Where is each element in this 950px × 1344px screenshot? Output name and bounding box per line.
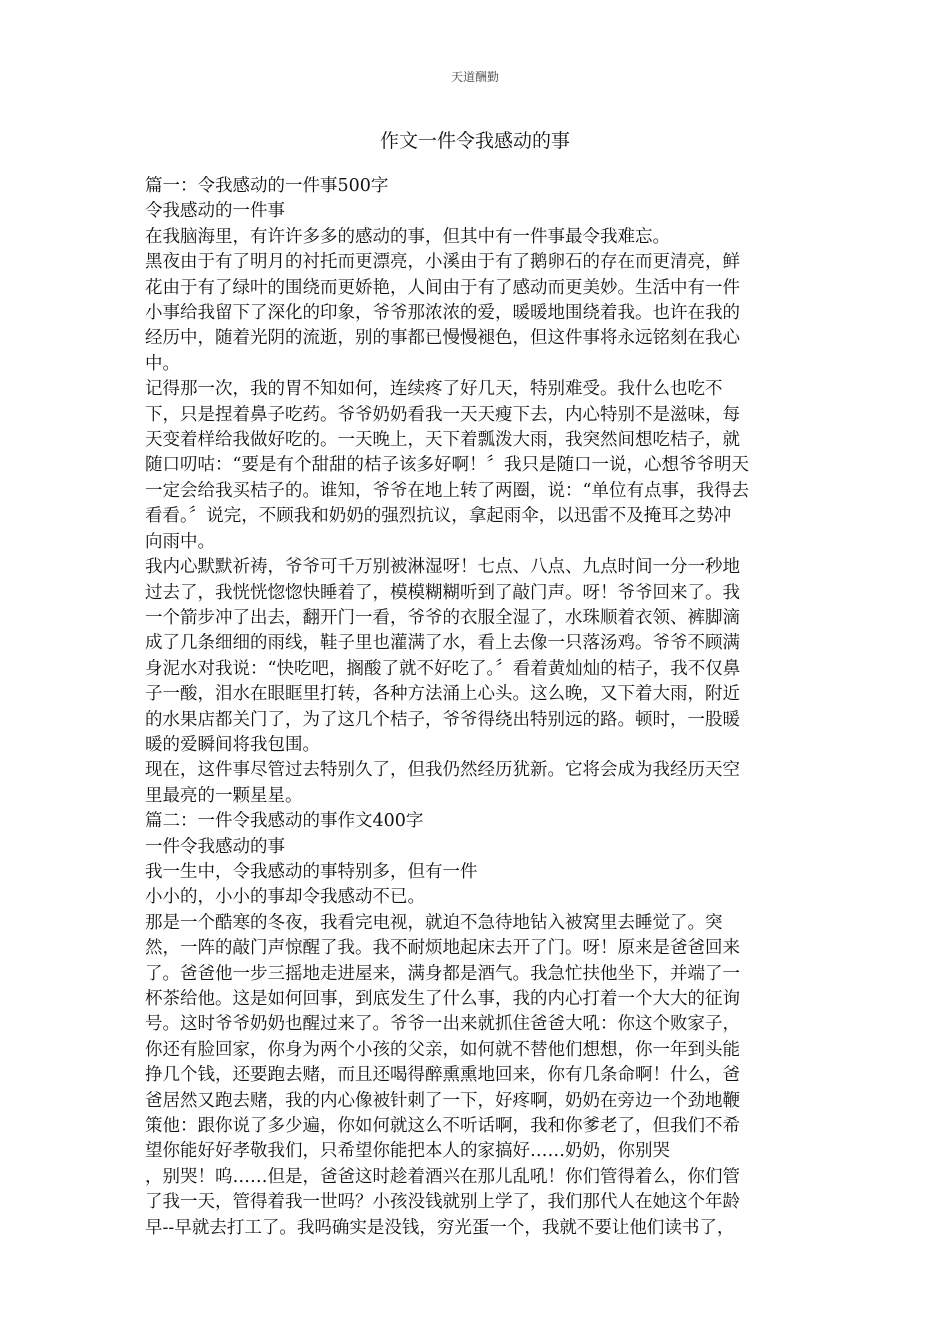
text-line: 的水果店都关门了，为了这几个桔子，爷爷得绕出特别远的路。顿时，一股暖 — [145, 709, 740, 730]
text-line: 我内心默默祈祷，爷爷可千万别被淋湿呀！七点、八点、九点时间一分一秒地 — [145, 557, 740, 578]
text-line: 我一生中，令我感动的事特别多，但有一件 — [145, 861, 478, 882]
text-line: 花由于有了绿叶的围绕而更娇艳，人间由于有了感动而更美妙。生活中有一件 — [145, 277, 740, 298]
text-line: 了我一天，管得着我一世吗？小孩没钱就别上学了，我们那代人在她这个年龄 — [145, 1192, 740, 1213]
text-line: 过去了，我恍恍惚惚快睡着了，模模糊糊听到了敲门声。呀！爷爷回来了。我 — [145, 582, 740, 603]
page-header: 天道酬勤 — [450, 70, 499, 84]
text-line: 一件令我感动的事 — [145, 836, 285, 857]
text-line: 在我脑海里，有许许多多的感动的事，但其中有一件事最令我难忘。 — [145, 226, 670, 247]
document-body — [145, 174, 801, 1241]
document-title: 作文一件令我感动的事 — [379, 130, 570, 152]
text-line: 经历中，随着光阴的流逝，别的事都已慢慢褪色，但这件事将永远铭刻在我心 — [145, 328, 740, 349]
text-line: 篇二：一件令我感动的事作文400字 — [145, 811, 424, 832]
text-line: 小事给我留下了深化的印象，爷爷那浓浓的爱，暖暖地围绕着我。也许在我的 — [145, 303, 740, 324]
text-line: 号。这时爷爷奶奶也醒过来了。爷爷一出来就抓住爸爸大吼：你这个败家子， — [145, 1014, 740, 1035]
text-line: 一定会给我买桔子的。谁知，爷爷在地上转了两圈，说：“单位有点事，我得去 — [145, 480, 749, 501]
text-line: 向雨中。 — [145, 531, 215, 552]
text-line: 下，只是捏着鼻子吃药。爷爷奶奶看我一天天瘦下去，内心特别不是滋味，每 — [145, 404, 740, 425]
text-line: 了。爸爸他一步三摇地走进屋来，满身都是酒气。我急忙扶他坐下，并端了一 — [145, 963, 740, 984]
text-line: 里最亮的一颗星星。 — [145, 785, 303, 806]
text-line: 小小的，小小的事却令我感动不已。 — [145, 887, 425, 908]
text-line: ，别哭！呜……但是，爸爸这时趁着酒兴在那儿乱吼！你们管得着么，你们管 — [145, 1166, 740, 1187]
text-line: 天变着样给我做好吃的。一天晚上，天下着瓢泼大雨，我突然间想吃桔子，就 — [145, 430, 740, 451]
text-line: 爸居然又跑去赌，我的内心像被针刺了一下，好疼啊，奶奶在旁边一个劲地鞭 — [145, 1090, 740, 1111]
text-line: 早--早就去打工了。我吗确实是没钱，穷光蛋一个，我就不要让他们读书了， — [145, 1217, 735, 1238]
text-line: 身泥水对我说：“快吃吧，搁酸了就不好吃了。〞看着黄灿灿的桔子，我不仅鼻 — [145, 658, 741, 679]
text-line: 你还有脸回家，你身为两个小孩的父亲，如何就不替他们想想，你一年到头能 — [145, 1039, 740, 1060]
text-line: 一个箭步冲了出去，翻开门一看，爷爷的衣服全湿了，水珠顺着衣领、裤脚滴 — [145, 607, 740, 628]
text-line: 那是一个酷寒的冬夜，我看完电视，就迫不急待地钻入被窝里去睡觉了。突 — [145, 912, 723, 933]
text-line: 随口叨咕：“要是有个甜甜的桔子该多好啊！〞我只是随口一说，心想爷爷明天 — [145, 455, 749, 476]
text-line: 挣几个钱，还要跑去赌，而且还喝得醉熏熏地回来，你有几条命啊！什么，爸 — [145, 1065, 740, 1086]
text-line: 中。 — [145, 353, 180, 374]
text-line: 然，一阵的敲门声惊醒了我。我不耐烦地起床去开了门。呀！原来是爸爸回来 — [145, 938, 740, 959]
text-line: 子一酸，泪水在眼眶里打转，各种方法涌上心头。这么晚，又下着大雨，附近 — [145, 684, 740, 705]
text-line: 令我感动的一件事 — [145, 201, 285, 222]
text-line: 篇一：令我感动的一件事500字 — [145, 176, 389, 196]
text-line: 望你能好好孝敬我们，只希望你能把本人的家搞好……奶奶，你别哭 — [145, 1141, 670, 1162]
text-line: 黑夜由于有了明月的衬托而更漂亮，小溪由于有了鹅卵石的存在而更清亮，鲜 — [145, 252, 740, 273]
text-line: 杯茶给他。这是如何回事，到底发生了什么事，我的内心打着一个大大的征询 — [145, 989, 740, 1009]
text-line: 成了几条细细的雨线，鞋子里也灌满了水，看上去像一只落汤鸡。爷爷不顾满 — [145, 633, 740, 654]
text-line: 现在，这件事尽管过去特别久了，但我仍然经历犹新。它将会成为我经历天空 — [145, 760, 740, 781]
text-line: 记得那一次，我的胃不知如何，连续疼了好几天，特别难受。我什么也吃不 — [145, 379, 723, 400]
text-line: 暖的爱瞬间将我包围。 — [145, 734, 320, 755]
text-line: 策他：跟你说了多少遍，你如何就这么不听话啊，我和你爹老了，但我们不希 — [145, 1116, 740, 1137]
text-line: 看看。〞说完，不顾我和奶奶的强烈抗议，拿起雨伞，以迅雷不及掩耳之势冲 — [145, 506, 732, 527]
